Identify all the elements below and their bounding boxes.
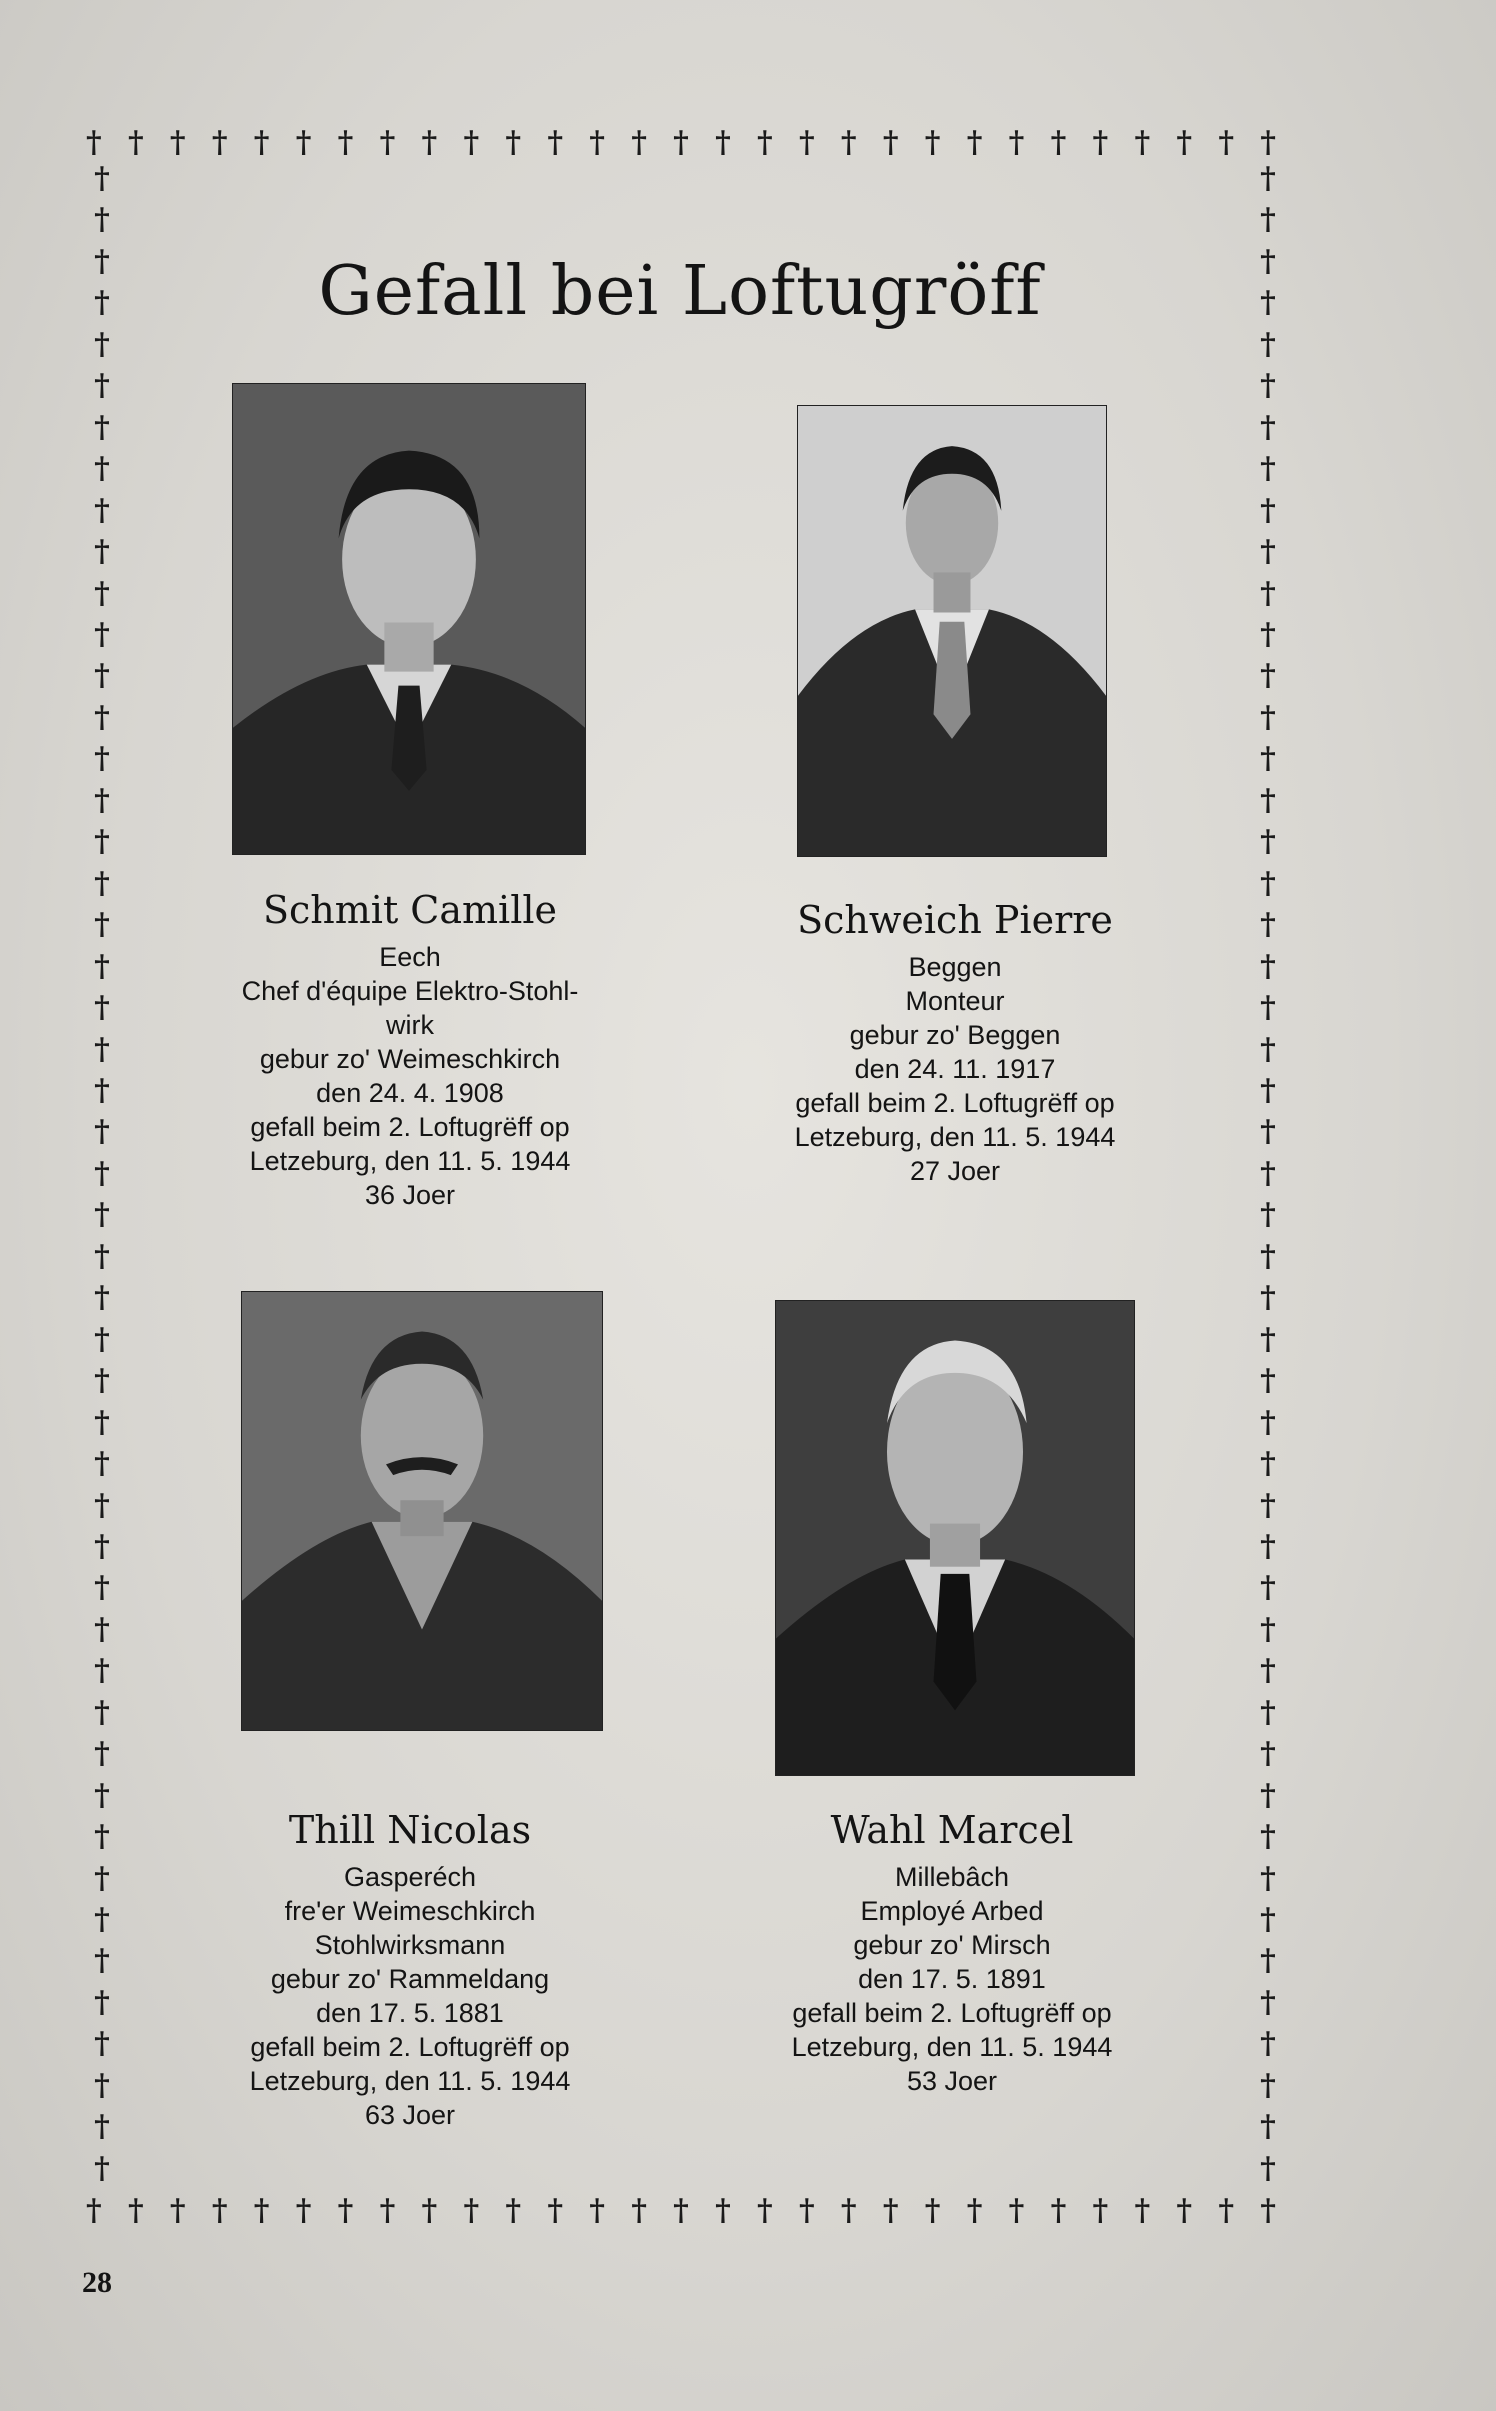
- caption-line: gefall beim 2. Loftugrëff op: [792, 1998, 1112, 2028]
- portrait-photo-schmit: [232, 383, 586, 855]
- cross-icon: †: [211, 125, 228, 160]
- person-name: Wahl Marcel: [830, 1808, 1074, 1852]
- cross-icon: †: [715, 2193, 731, 2228]
- cross-icon: †: [505, 125, 522, 160]
- cross-icon: †: [1260, 824, 1276, 860]
- caption-line: fre'er Weimeschkirch: [284, 1896, 536, 1926]
- cross-icon: †: [1260, 865, 1276, 901]
- caption-line: gebur zo' Beggen: [849, 1020, 1061, 1050]
- cross-icon: †: [757, 125, 773, 160]
- cross-icon: †: [547, 125, 564, 160]
- cross-icon: †: [94, 1736, 110, 1772]
- cross-icon: †: [1008, 125, 1025, 160]
- cross-icon: †: [94, 1984, 110, 2020]
- cross-icon: †: [94, 161, 110, 196]
- person-name: Schweich Pierre: [797, 898, 1113, 942]
- cross-icon: †: [94, 575, 110, 611]
- cross-icon: †: [1260, 1487, 1276, 1523]
- cross-icon: †: [1260, 125, 1276, 160]
- cross-icon: †: [94, 1197, 110, 1233]
- cross-icon: †: [421, 125, 438, 160]
- cross-icon: †: [1260, 1819, 1276, 1855]
- page-number: 28: [82, 2266, 112, 2299]
- cross-icon: †: [1008, 2193, 1025, 2228]
- cross-icon: †: [966, 125, 983, 160]
- caption-line: 63 Joer: [364, 2100, 456, 2130]
- cross-icon: †: [1260, 161, 1276, 196]
- caption-line: Letzeburg, den 11. 5. 1944: [791, 2032, 1113, 2062]
- caption-line: gefall beim 2. Loftugrëff op: [250, 2032, 570, 2062]
- cross-icon: †: [924, 125, 941, 160]
- cross-icon: †: [1260, 1860, 1276, 1896]
- cross-icon: †: [1260, 1321, 1276, 1357]
- cross-icon: †: [840, 125, 857, 160]
- cross-icon: †: [1092, 125, 1109, 160]
- person-name: Schmit Camille: [262, 888, 558, 932]
- caption-line: 27 Joer: [909, 1156, 1001, 1186]
- cross-icon: †: [94, 699, 110, 735]
- caption-line: 53 Joer: [906, 2066, 998, 2096]
- cross-icon: †: [1260, 948, 1276, 984]
- cross-icon: †: [1260, 1114, 1276, 1150]
- cross-icon: †: [1260, 2109, 1276, 2145]
- cross-icon: †: [715, 125, 731, 160]
- cross-icon: †: [94, 990, 110, 1026]
- caption-line: wirk: [386, 1010, 434, 1040]
- cross-icon: †: [882, 125, 899, 160]
- caption-line: Monteur: [905, 986, 1005, 1016]
- cross-icon: †: [94, 1570, 110, 1606]
- cross-icon: †: [94, 782, 110, 818]
- cross-icon: †: [94, 202, 110, 238]
- cross-icon: †: [1260, 409, 1276, 445]
- caption-line: Millebâch: [894, 1862, 1010, 1892]
- cross-icon: †: [1260, 1528, 1276, 1564]
- cross-icon: †: [253, 125, 270, 160]
- cross-icon: †: [1176, 125, 1193, 160]
- cross-icon: †: [379, 2193, 396, 2228]
- cross-icon: †: [295, 2193, 312, 2228]
- cross-icon: †: [94, 865, 110, 901]
- caption-thill: [160, 1806, 660, 2132]
- caption-line: Letzeburg, den 11. 5. 1944: [249, 2066, 571, 2096]
- cross-icon: †: [94, 1694, 110, 1730]
- cross-icon: †: [1260, 699, 1276, 735]
- cross-icon: †: [94, 492, 110, 528]
- cross-icon: †: [1218, 2193, 1235, 2228]
- cross-icon: †: [94, 1321, 110, 1357]
- cross-icon: †: [1050, 125, 1067, 160]
- portrait-photo-thill: [241, 1291, 603, 1731]
- cross-icon: †: [94, 2026, 110, 2062]
- cross-icon: †: [1260, 243, 1276, 279]
- cross-icon: †: [94, 2150, 110, 2186]
- cross-icon: †: [94, 1902, 110, 1938]
- cross-icon: †: [1260, 1072, 1276, 1108]
- caption-wahl: [702, 1806, 1202, 2098]
- caption-line: gebur zo' Rammeldang: [270, 1964, 550, 1994]
- cross-icon: †: [1260, 492, 1276, 528]
- cross-icon: †: [94, 285, 110, 321]
- cross-icon: †: [1260, 2067, 1276, 2103]
- cross-icon: †: [94, 1363, 110, 1399]
- cross-icon: †: [94, 741, 110, 777]
- cross-icon: †: [337, 125, 354, 160]
- cross-icon: †: [94, 1072, 110, 1108]
- cross-icon: †: [1260, 2026, 1276, 2062]
- caption-line: den 24. 11. 1917: [854, 1054, 1056, 1084]
- cross-icon: †: [1260, 1363, 1276, 1399]
- cross-icon: †: [924, 2193, 941, 2228]
- caption-line: den 17. 5. 1881: [316, 1998, 504, 2028]
- cross-icon: †: [94, 409, 110, 445]
- cross-icon: †: [127, 125, 144, 160]
- cross-icon: †: [94, 1528, 110, 1564]
- caption-line: 36 Joer: [364, 1180, 456, 1210]
- cross-icon: †: [1260, 782, 1276, 818]
- cross-icon: †: [673, 2193, 689, 2228]
- cross-icon: †: [1260, 1446, 1276, 1482]
- cross-icon: †: [1260, 202, 1276, 238]
- cross-icon: †: [1260, 1155, 1276, 1191]
- cross-icon: †: [463, 2193, 480, 2228]
- cross-icon: †: [94, 1943, 110, 1979]
- cross-icon: †: [94, 2067, 110, 2103]
- cross-border-left: [84, 161, 120, 2186]
- cross-icon: †: [1218, 125, 1235, 160]
- caption-line: Letzeburg, den 11. 5. 1944: [794, 1122, 1116, 1152]
- cross-icon: †: [1260, 1736, 1276, 1772]
- cross-icon: †: [505, 2193, 522, 2228]
- cross-icon: †: [1260, 1984, 1276, 2020]
- cross-icon: †: [1260, 1653, 1276, 1689]
- cross-icon: †: [379, 125, 396, 160]
- cross-icon: †: [169, 125, 186, 160]
- caption-line: Beggen: [908, 952, 1002, 982]
- cross-icon: †: [94, 1031, 110, 1067]
- cross-icon: †: [798, 125, 815, 160]
- cross-border-top: [86, 125, 1276, 160]
- caption-line: Employé Arbed: [860, 1896, 1044, 1926]
- cross-icon: †: [1260, 534, 1276, 570]
- cross-icon: †: [631, 125, 647, 160]
- cross-icon: †: [1260, 285, 1276, 321]
- cross-icon: †: [86, 125, 102, 160]
- cross-icon: †: [94, 1155, 110, 1191]
- cross-icon: †: [94, 1611, 110, 1647]
- caption-line: gefall beim 2. Loftugrëff op: [250, 1112, 570, 1142]
- cross-icon: †: [421, 2193, 438, 2228]
- cross-icon: †: [211, 2193, 228, 2228]
- cross-icon: †: [1260, 1611, 1276, 1647]
- cross-icon: †: [94, 1860, 110, 1896]
- cross-icon: †: [1260, 616, 1276, 652]
- cross-icon: †: [1134, 2193, 1151, 2228]
- portrait-photo-wahl: [775, 1300, 1135, 1776]
- cross-icon: †: [1260, 1031, 1276, 1067]
- cross-icon: †: [1260, 575, 1276, 611]
- cross-icon: †: [1260, 741, 1276, 777]
- cross-icon: †: [463, 125, 480, 160]
- cross-icon: †: [1260, 907, 1276, 943]
- caption-line: Chef d'équipe Elektro-Stohl-: [241, 976, 579, 1006]
- cross-icon: †: [1092, 2193, 1109, 2228]
- cross-icon: †: [94, 1819, 110, 1855]
- cross-icon: †: [1260, 1238, 1276, 1274]
- cross-icon: †: [94, 1777, 110, 1813]
- cross-icon: †: [673, 125, 689, 160]
- caption-schmit: [160, 886, 660, 1212]
- cross-icon: †: [840, 2193, 857, 2228]
- cross-icon: †: [94, 368, 110, 404]
- cross-icon: †: [94, 1404, 110, 1440]
- cross-icon: †: [94, 2109, 110, 2145]
- caption-schweich: [705, 896, 1205, 1188]
- cross-icon: †: [966, 2193, 983, 2228]
- caption-line: gefall beim 2. Loftugrëff op: [795, 1088, 1115, 1118]
- cross-icon: †: [127, 2193, 144, 2228]
- caption-line: Letzeburg, den 11. 5. 1944: [249, 1146, 571, 1176]
- portrait-photo-schweich: [797, 405, 1107, 857]
- cross-border-bottom: [86, 2193, 1276, 2228]
- cross-icon: †: [1260, 1570, 1276, 1606]
- cross-icon: †: [798, 2193, 815, 2228]
- cross-icon: †: [94, 824, 110, 860]
- cross-icon: †: [94, 1280, 110, 1316]
- caption-line: Stohlwirksmann: [314, 1930, 506, 1960]
- cross-icon: †: [1260, 1404, 1276, 1440]
- cross-icon: †: [1260, 1943, 1276, 1979]
- cross-icon: †: [1176, 2193, 1193, 2228]
- cross-icon: †: [169, 2193, 186, 2228]
- cross-icon: †: [94, 1446, 110, 1482]
- cross-icon: †: [1260, 1902, 1276, 1938]
- cross-icon: †: [94, 907, 110, 943]
- caption-line: gebur zo' Weimeschkirch: [259, 1044, 561, 1074]
- cross-icon: †: [253, 2193, 270, 2228]
- cross-icon: †: [1260, 326, 1276, 362]
- cross-icon: †: [1260, 368, 1276, 404]
- caption-line: Eech: [379, 942, 441, 972]
- cross-icon: †: [1260, 1777, 1276, 1813]
- cross-icon: †: [1260, 2150, 1276, 2186]
- cross-icon: †: [94, 243, 110, 279]
- cross-icon: †: [1050, 2193, 1067, 2228]
- cross-icon: †: [1260, 451, 1276, 487]
- caption-line: den 17. 5. 1891: [858, 1964, 1046, 1994]
- cross-icon: †: [94, 326, 110, 362]
- cross-icon: †: [1260, 1197, 1276, 1233]
- cross-icon: †: [94, 1238, 110, 1274]
- cross-border-right: [1250, 161, 1286, 2186]
- caption-line: gebur zo' Mirsch: [853, 1930, 1051, 1960]
- cross-icon: †: [589, 2193, 605, 2228]
- cross-icon: †: [1260, 658, 1276, 694]
- cross-icon: †: [589, 125, 605, 160]
- cross-icon: †: [547, 2193, 564, 2228]
- cross-icon: †: [1260, 1280, 1276, 1316]
- cross-icon: †: [631, 2193, 647, 2228]
- cross-icon: †: [94, 616, 110, 652]
- cross-icon: †: [94, 1487, 110, 1523]
- cross-icon: †: [94, 534, 110, 570]
- cross-icon: †: [882, 2193, 899, 2228]
- cross-icon: †: [1260, 990, 1276, 1026]
- cross-icon: †: [94, 1653, 110, 1689]
- cross-icon: †: [94, 451, 110, 487]
- person-name: Thill Nicolas: [288, 1808, 532, 1852]
- cross-icon: †: [94, 658, 110, 694]
- cross-icon: †: [1260, 2193, 1276, 2228]
- cross-icon: †: [94, 1114, 110, 1150]
- cross-icon: †: [295, 125, 312, 160]
- page-title: Gefall bei Loftugröff: [318, 252, 1042, 331]
- cross-icon: †: [757, 2193, 773, 2228]
- cross-icon: †: [337, 2193, 354, 2228]
- cross-icon: †: [86, 2193, 102, 2228]
- cross-icon: †: [1260, 1694, 1276, 1730]
- cross-icon: †: [94, 948, 110, 984]
- cross-icon: †: [1134, 125, 1151, 160]
- caption-line: Gasperéch: [343, 1862, 477, 1892]
- caption-line: den 24. 4. 1908: [316, 1078, 504, 1108]
